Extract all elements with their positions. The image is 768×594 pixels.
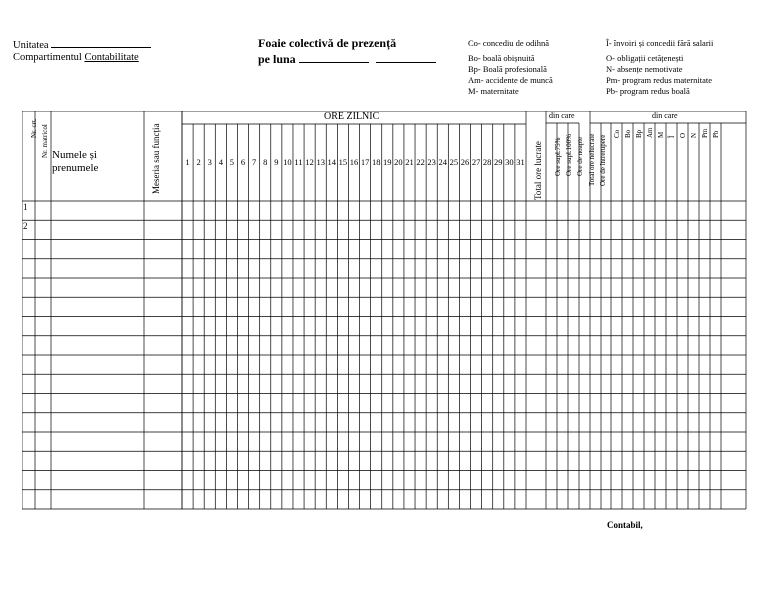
day-number: 19 — [383, 157, 392, 167]
day-number: 25 — [449, 157, 459, 167]
legend-item: Am- accidente de muncă — [468, 75, 553, 85]
month-field[interactable] — [299, 52, 369, 63]
month-line — [258, 52, 436, 67]
sub-unworked-header: Bo — [624, 129, 632, 138]
day-number: 23 — [427, 157, 436, 167]
col-name — [52, 149, 132, 175]
day-number: 7 — [252, 157, 257, 167]
row-number: 2 — [23, 221, 28, 232]
din-care-2: din care — [652, 111, 678, 120]
day-number: 9 — [274, 157, 279, 167]
day-number: 17 — [360, 157, 370, 167]
col-total-unworked: Total ore nelucrate — [588, 133, 596, 186]
day-number: 30 — [505, 157, 514, 167]
month-label: pe luna — [258, 52, 296, 66]
legend-item: Bo- boală obișnuită — [468, 53, 535, 63]
day-number: 26 — [460, 157, 470, 167]
day-number: 13 — [316, 157, 325, 167]
din-care-1: din care — [549, 111, 575, 120]
sub-unworked-header: Î — [668, 135, 676, 138]
day-number: 10 — [283, 157, 292, 167]
legend-left — [468, 38, 553, 97]
unit-field[interactable] — [51, 37, 151, 48]
day-number: 15 — [338, 157, 348, 167]
col-total-worked: Total ore lucrate — [533, 141, 543, 200]
day-number: 24 — [438, 157, 448, 167]
sub-worked-night: Ore de noapte — [576, 136, 584, 176]
day-number: 21 — [405, 157, 414, 167]
legend-item: Pb- program redus boală — [606, 86, 690, 96]
day-number: 16 — [349, 157, 359, 167]
sub-unworked-header: Co — [613, 129, 621, 138]
sub-unworked-header: N — [690, 132, 698, 138]
col-meserie: Meseria sau funcția — [151, 123, 161, 194]
day-number: 5 — [229, 157, 235, 167]
legend-item: Î- învoiri și concedii fără salarii — [606, 38, 714, 48]
day-number: 18 — [371, 157, 381, 167]
col-nr-crt: Nr. crt. — [30, 118, 38, 138]
signature-label: Contabil, — [607, 520, 643, 530]
day-number: 28 — [482, 157, 492, 167]
row-number: 1 — [23, 202, 28, 212]
day-number: 29 — [494, 157, 503, 167]
unit-line — [13, 37, 151, 51]
sub-unworked-header: O — [679, 132, 687, 138]
sub-unworked-header: Am — [646, 127, 654, 138]
col-nr-matricol: Nr. matricol — [41, 124, 49, 158]
sub-worked-75: Ore supl.75% — [554, 137, 562, 176]
day-number: 20 — [394, 157, 403, 167]
sub-unworked-header: M — [657, 131, 665, 138]
daily-header: ORE ZILNIC — [324, 111, 380, 122]
sub-unworked-header: Pm — [701, 128, 709, 138]
day-number: 8 — [263, 157, 268, 167]
day-number: 12 — [305, 157, 314, 167]
sub-unworked-header: Bp — [635, 129, 643, 138]
sub-unworked-header: Pb — [712, 130, 720, 138]
col-intrerupere: Ore de întrerupere — [599, 134, 607, 186]
department-value: Contabilitate — [84, 52, 139, 63]
legend-item: Co- concediu de odihnă — [468, 38, 549, 48]
day-number: 4 — [218, 157, 223, 167]
day-number: 3 — [207, 157, 212, 167]
day-number: 22 — [416, 157, 425, 167]
legend-item: M- maternitate — [468, 86, 519, 96]
day-number: 31 — [516, 157, 525, 167]
day-number: 1 — [185, 157, 190, 167]
day-number: 2 — [196, 157, 201, 167]
col-name-label: Numele și prenumele — [52, 149, 99, 174]
department-label: Compartimentul — [13, 52, 82, 63]
legend-item: Pm- program redus maternitate — [606, 75, 712, 85]
day-number: 14 — [327, 157, 337, 167]
page-title: Foaie colectivă de prezență — [258, 36, 397, 50]
legend-item: N- absențe nemotivate — [606, 64, 683, 74]
day-number: 6 — [240, 157, 246, 167]
day-number: 27 — [471, 157, 481, 167]
day-number: 11 — [294, 157, 303, 167]
department-line — [13, 52, 139, 63]
sub-worked-100: Ore supl.100% — [565, 134, 573, 176]
legend-item: Bp- Boală profesională — [468, 64, 547, 74]
unit-label: Unitatea — [13, 40, 49, 51]
legend-right — [606, 38, 713, 97]
year-field[interactable] — [376, 52, 436, 63]
legend-item: O- obligații cetățenești — [606, 53, 684, 63]
